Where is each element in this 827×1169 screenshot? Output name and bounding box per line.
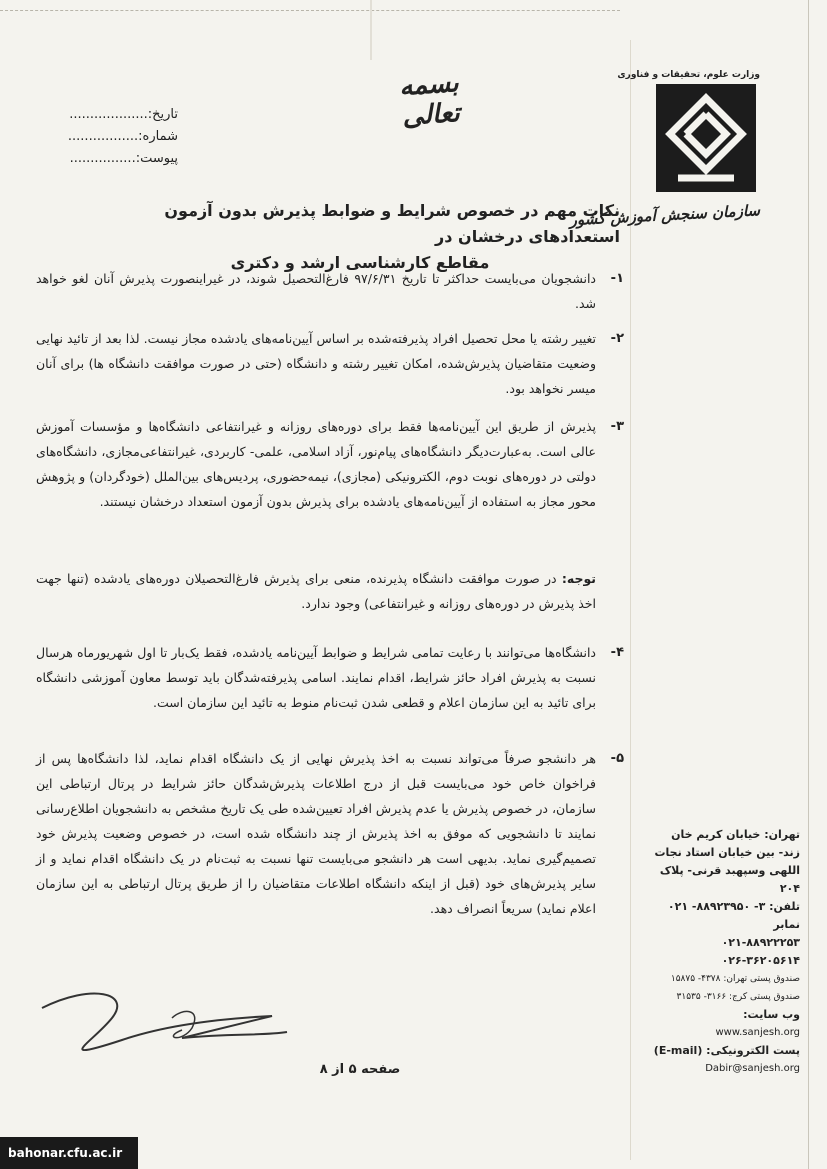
sanjesh-emblem-icon bbox=[656, 84, 756, 192]
top-border bbox=[0, 10, 620, 11]
address: تهران: خیابان کریم خان زند- بین خیابان استاد نجات اللهی وسپهبد قرنی- پلاک ۲۰۴ bbox=[654, 828, 800, 895]
list-item bbox=[36, 326, 624, 401]
fax-number: ۰۲۱-۸۸۹۲۲۲۵۳ bbox=[721, 936, 800, 949]
item-number: ۵- bbox=[610, 751, 624, 766]
item-text: پذیرش از طریق این آیین‌نامه‌ها فقط برای دوره‌های روزانه و غیرانتفاعی دانشگاه‌ها و مؤسسات آموزش عالی است. به‌عبارت‌دیگر دانشگاه‌های پیام‌نور، آزاد اسلامی، علمی- کاربردی، غیرانتفاعی‌مجازی، دانشگاه‌های دولتی در دوره‌های نوبت دوم، الکترونیکی (مجازی)، نیمه‌حضوری، پردیس‌های بین‌الملل (خودگردان) و پژوهش محور مجاز به استفاده از آیین‌نامه‌های یادشده برای پذیرش بدون آزمون استعداد درخشان نیستند. bbox=[36, 419, 596, 509]
list-item bbox=[36, 746, 624, 921]
phone: تلفن: ۳- ۸۸۹۲۳۹۵۰- ۰۲۱ bbox=[667, 900, 800, 913]
number-field: شماره:................. bbox=[67, 129, 178, 144]
item-text: هر دانشجو صرفاً می‌تواند نسبت به اخذ پذیرش نهایی از یک دانشگاه اقدام نماید، لذا دانشگاه‌ها پس از فراخوان خاص خود می‌بایست قبل از درج اطلاعات پذیرش‌شدگان حائز شرایط در پرتال ارتباطی این سازمان، در خصوص پذیرش یا عدم پذیرش افراد تعیین‌شده طی یک تاریخ مشخص به دانشجویان اطلاع‌رسانی نمایند تا دانشجویی که موفق به اخذ پذیرش از چند دانشگاه شده است، در خصوص وضعیت پذیرش خود تصمیم‌گیری نماید. بدیهی است هر دانشجو می‌بایست تنها نسبت به ثبت‌نام در یک دانشگاه اقدام نماید و از سایر پذیرش‌های خود (قبل از اینکه دانشگاه اطلاعات متقاضیان را از طریق پرتال ارتباطی به این سازمان اعلام نماید) سریعاً انصراف دهد. bbox=[36, 751, 596, 916]
po-box: صندوق پستی تهران: ۴۳۷۸- ۱۵۸۷۵ bbox=[670, 974, 800, 984]
note-text: در صورت موافقت دانشگاه پذیرنده، منعی برای پذیرش فارغ‌التحصیلان دوره‌های یادشده (تنها جهت اخذ پذیرش در دوره‌های روزانه و غیرانتفاعی) وجود ندارد. bbox=[36, 571, 596, 611]
basmala: بسمه تعالی bbox=[398, 68, 461, 132]
item-text: دانشجویان می‌بایست حداکثر تا تاریخ ۹۷/۶/۳۱ فارغ‌التحصیل شوند، در غیراینصورت پذیرش آنان لغو خواهد شد. bbox=[36, 271, 596, 311]
email-label: پست الکترونیکی: (E-mail) bbox=[653, 1044, 800, 1057]
list-item bbox=[36, 640, 624, 715]
contact-info bbox=[650, 826, 800, 1078]
note-paragraph bbox=[36, 566, 596, 616]
title-line-2: مقاطع کارشناسی ارشد و دکتری bbox=[230, 253, 490, 272]
item-number: ۳- bbox=[610, 419, 624, 434]
fax-label: نمابر bbox=[773, 918, 800, 931]
fold-mark bbox=[370, 0, 372, 60]
document-title bbox=[100, 198, 620, 276]
website-label: وب سایت: bbox=[743, 1008, 800, 1021]
watermark: bahonar.cfu.ac.ir bbox=[0, 1137, 138, 1169]
list-item bbox=[36, 266, 624, 316]
item-text: دانشگاه‌ها می‌توانند با رعایت تمامی شرایط و ضوابط آیین‌نامه یادشده، فقط یک‌بار تا اول شهریورماه هرسال نسبت به پذیرش افراد حائز شرایط، اقدام نمایند. اسامی پذیرفته‌شدگان باید توسط معاون آموزشی دانشگاه برای تائید به این سازمان اعلام و قطعی شدن ثبت‌نام منوط به تائید این سازمان است. bbox=[36, 645, 596, 710]
page-edge bbox=[808, 0, 809, 1169]
signature bbox=[32, 978, 302, 1068]
title-line-1: نکات مهم در خصوص شرایط و ضوابط پذیرش بدون آزمون استعدادهای درخشان در bbox=[164, 201, 620, 246]
po-box: صندوق پستی کرج: ۳۱۶۶- ۳۱۵۳۵ bbox=[676, 992, 800, 1002]
website-link[interactable]: www.sanjesh.org bbox=[715, 1027, 800, 1038]
ministry-name: وزارت علوم، تحقیقات و فناوری bbox=[617, 70, 760, 80]
org-name: سازمان سنجش آموزش کشور bbox=[569, 201, 761, 230]
item-number: ۱- bbox=[610, 271, 624, 286]
letter-meta bbox=[38, 104, 178, 170]
page-number: صفحه ۵ از ۸ bbox=[319, 1062, 401, 1077]
list-item bbox=[36, 414, 624, 514]
fax-number: ۰۲۶-۳۶۲۰۵۶۱۴ bbox=[721, 954, 800, 967]
note-label: توجه: bbox=[561, 571, 596, 586]
email-link[interactable]: Dabir@sanjesh.org bbox=[705, 1063, 800, 1074]
item-text: تغییر رشته یا محل تحصیل افراد پذیرفته‌شده بر اساس آیین‌نامه‌های یادشده مجاز نیست. لذا بعد از تائید نهایی وضعیت متقاضیان پذیرش‌شده، امکان تغییر رشته و دانشگاه (حتی در صورت موافقت دانشگاه ها) برای آنان میسر نخواهد بود. bbox=[36, 331, 596, 396]
item-number: ۴- bbox=[610, 645, 624, 660]
date-field: تاریخ:................... bbox=[69, 107, 178, 122]
org-logo bbox=[569, 70, 761, 230]
attachment-field: پیوست:................ bbox=[69, 151, 178, 166]
item-number: ۲- bbox=[610, 331, 624, 346]
